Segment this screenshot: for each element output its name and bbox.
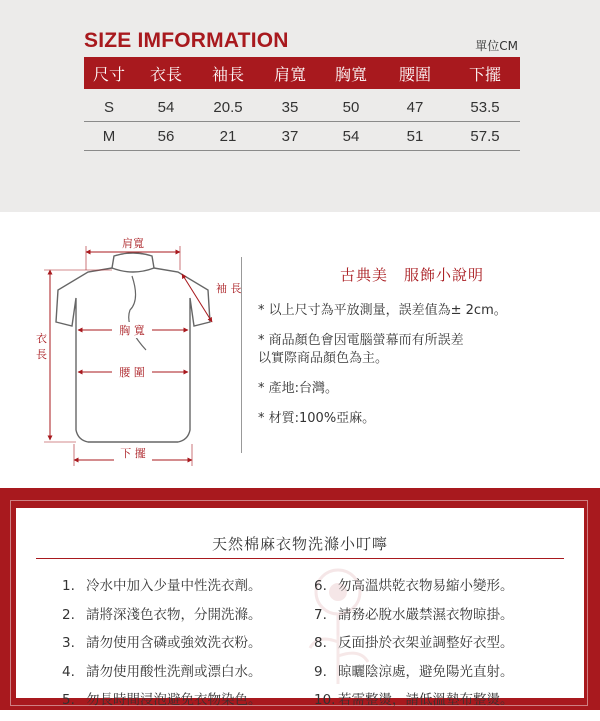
size-cell: M [84, 122, 134, 151]
list-item [62, 664, 262, 693]
size-cell: 35 [258, 89, 322, 122]
hem-label: 下 擺 [120, 447, 146, 460]
list-item [62, 607, 262, 636]
size-cell: 20.5 [198, 89, 258, 122]
size-table [84, 57, 520, 151]
item-number: 6. [314, 578, 327, 594]
size-table-header-row [84, 57, 520, 89]
item-number: 1. [62, 578, 75, 594]
list-item [314, 578, 514, 607]
size-cell: 56 [134, 122, 198, 151]
chest-label: 胸 寬 [119, 324, 145, 337]
list-item [314, 635, 514, 664]
list-item [62, 578, 262, 607]
item-text: 反面掛於衣架並調整好衣型。 [338, 635, 514, 651]
list-item [314, 664, 514, 693]
shoulder-label: 肩寬 [122, 237, 144, 250]
collar-shape [112, 253, 154, 268]
wash-list-left [62, 578, 262, 721]
item-number: 4. [62, 663, 75, 680]
item-text: 勿高溫烘乾衣物易縮小變形。 [338, 578, 514, 594]
list-item: * 以上尺寸為平放測量，誤差值為± 2cm。 [258, 303, 507, 318]
wash-divider [36, 558, 564, 559]
table-row [84, 89, 520, 122]
placket-line [129, 276, 146, 350]
size-cell: 54 [134, 89, 198, 122]
table-row [84, 122, 520, 151]
vertical-divider [241, 257, 242, 453]
list-item: * 產地:台灣。 [258, 381, 339, 396]
item-text: 晾曬陰涼處，避免陽光直射。 [338, 663, 514, 680]
size-cell: 54 [322, 122, 380, 151]
size-cell: 21 [198, 122, 258, 151]
item-text: 請勿使用含磷或強效洗衣粉。 [86, 635, 262, 651]
item-text: 若需整燙，請低溫墊布整燙。 [338, 692, 514, 708]
size-header-cell: 下擺 [450, 57, 520, 89]
list-item [62, 635, 262, 664]
sleeve-label: 袖 長 [216, 282, 242, 295]
info-notes [258, 302, 588, 440]
size-header-cell: 尺寸 [84, 57, 134, 89]
washing-tips-section [0, 488, 600, 710]
wash-panel [16, 508, 584, 708]
item-number: 2. [62, 606, 75, 623]
size-header-cell: 袖長 [198, 57, 258, 89]
size-header-cell: 肩寬 [258, 57, 322, 89]
size-cell: 37 [258, 122, 322, 151]
item-number: 8. [314, 635, 327, 651]
garment-diagram-section [0, 212, 600, 488]
size-header-cell: 胸寬 [322, 57, 380, 89]
item-number: 10. [314, 692, 336, 708]
item-number: 3. [62, 635, 75, 651]
size-unit: 單位CM [475, 39, 518, 53]
size-header-cell: 腰圍 [380, 57, 450, 89]
garment-outline [56, 268, 210, 442]
list-item: * 商品顏色會因電腦螢幕而有所誤差 以實際商品顏色為主。 [258, 333, 464, 366]
item-text: 請將深淺色衣物，分開洗滌。 [86, 606, 262, 623]
list-item [62, 692, 262, 721]
item-number: 7. [314, 606, 327, 623]
size-cell: 51 [380, 122, 450, 151]
item-number: 9. [314, 663, 327, 680]
list-item [314, 692, 514, 721]
length-label-bottom: 長 [36, 348, 47, 361]
item-text: 勿長時間浸泡避免衣物染色。 [86, 692, 262, 708]
waist-label: 腰 圍 [119, 366, 145, 379]
size-cell: S [84, 89, 134, 122]
item-text: 請勿使用酸性洗劑或漂白水。 [86, 663, 262, 680]
sleeve-arrow [182, 274, 212, 322]
size-cell: 53.5 [450, 89, 520, 122]
item-number: 5. [62, 692, 75, 708]
wash-list-right [314, 578, 514, 721]
list-item [314, 607, 514, 636]
size-cell: 57.5 [450, 122, 520, 151]
item-text: 請務必脫水嚴禁濕衣物晾掛。 [338, 606, 514, 623]
size-cell: 47 [380, 89, 450, 122]
size-header-cell: 衣長 [134, 57, 198, 89]
length-label-top: 衣 [36, 332, 47, 345]
size-cell: 50 [322, 89, 380, 122]
size-title: SIZE IMFORMATION [84, 29, 289, 52]
size-information-section [0, 0, 600, 212]
wash-title: 天然棉麻衣物洗滌小叮嚀 [211, 535, 388, 553]
list-item: * 材質:100%亞麻。 [258, 411, 376, 426]
garment-diagram [28, 230, 242, 480]
info-title: 古典美 服飾小說明 [340, 266, 485, 284]
item-text: 冷水中加入少量中性洗衣劑。 [86, 578, 262, 594]
